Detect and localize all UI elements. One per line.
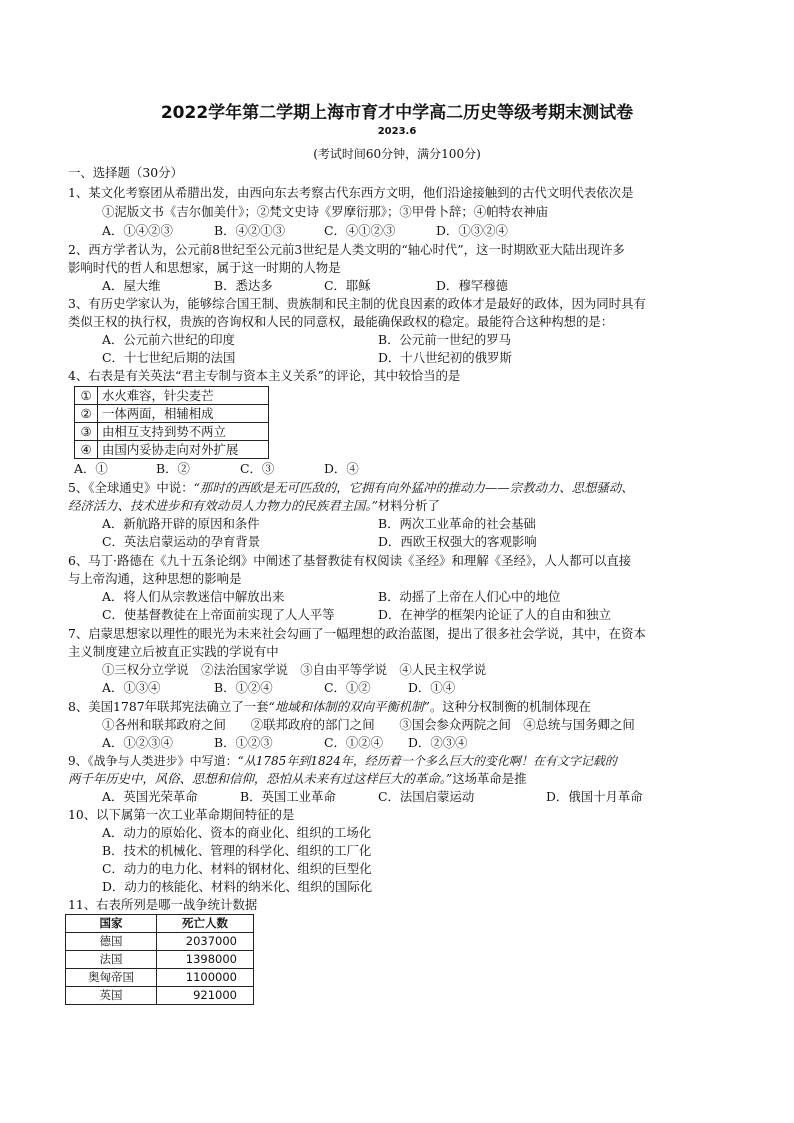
q7-items: ①三权分立学说 ②法治国家学说 ③自由平等学说 ④人民主权学说 [102,662,487,677]
q5-option-b: B．两次工业革命的社会基础 [378,516,536,531]
table-row [75,405,269,423]
q6-option-c: C．使基督教徒在上帝面前实现了人人平等 [102,607,335,622]
q2-option-d: D．穆罕穆德 [436,278,508,293]
q2-stem-line1: 2、西方学者认为，公元前8世纪至公元前3世纪是人类文明的“轴心时代”，这一时期欧亚大陆出现许多 [68,242,625,257]
row-text: 一体两面，相辅相成 [98,405,269,423]
q9-quote-part1: “从1785年到1824年，经历着一个多么巨大的变化啊！在有文字记载的 [237,754,617,768]
row-text: 由相互支持到势不两立 [98,423,269,441]
q7-option-d: D．①④ [408,680,456,695]
q4-option-b: B．② [156,461,190,476]
q10-option-b: B．技术的机械化、管理的科学化、组织的工厂化 [102,843,372,858]
q8-stem [68,698,591,716]
table-row [66,933,254,951]
q11-table [65,914,254,1005]
q8-option-d: D．②③④ [408,735,468,750]
q10-stem: 10、以下属第一次工业革命期间特征的是 [68,807,295,822]
country-cell: 法国 [66,951,157,969]
q1-option-b: B．④②①③ [214,223,286,238]
deaths-cell: 2037000 [157,933,254,951]
q8-option-b: B．①②③ [214,735,273,750]
table-row [66,987,254,1005]
q9-option-b: B．英国工业革命 [240,789,336,804]
page-title: 2022学年第二学期上海市育才中学高二历史等级考期末测试卷 [160,103,634,123]
q3-stem-line2: 类似王权的执行权，贵族的咨询权和人民的同意权，最能确保政权的稳定。最能符合这种构想的是： [68,314,614,329]
q6-stem-line1: 6、马丁·路德在《九十五条论纲》中阐述了基督教徒有权阅读《圣经》和理解《圣经》，人人都可以直接 [68,553,632,568]
exam-info: (考试时间60分钟，满分100分) [313,147,481,161]
row-number: ① [75,387,98,405]
country-cell: 奥匈帝国 [66,969,157,987]
q2-option-b: B．悉达多 [214,278,273,293]
q6-option-d: D．在神学的框架内论证了人的自由和独立 [378,607,611,622]
q3-option-a: A．公元前六世纪的印度 [102,332,235,347]
row-number: ④ [75,441,98,459]
table-header-row [66,915,254,933]
q4-stem: 4、右表是有关英法“君主专制与资本主义关系”的评论，其中较恰当的是 [68,368,461,383]
q6-option-a: A．将人们从宗教迷信中解放出来 [102,589,285,604]
table-row [66,969,254,987]
q2-option-c: C．耶稣 [324,278,371,293]
q5-option-d: D．西欧王权强大的客观影响 [378,534,537,549]
q5-option-c: C．英法启蒙运动的孕育背景 [102,534,261,549]
q10-option-a: A．动力的原始化、资本的商业化、组织的工场化 [102,825,372,840]
q9-stem-line1 [68,752,617,770]
q6-option-b: B．动摇了上帝在人们心中的地位 [378,589,561,604]
q4-option-a: A．① [74,461,108,476]
q8-tail: 。这种分权制衡的机制体现在 [429,699,591,714]
q7-stem-line2: 主义制度建立后被直正实践的学说有中 [68,644,279,659]
row-number: ② [75,405,98,423]
exam-date: 2023.6 [377,126,417,137]
q8-intro: 8、美国1787年联邦宪法确立了一套 [68,699,269,714]
deaths-cell: 1398000 [157,951,254,969]
q9-tail: 这场革命是推 [452,771,527,786]
q11-stem: 11、右表所列是哪一战争统计数据 [68,897,258,912]
q9-option-d: D．俄国十月革命 [546,789,643,804]
q3-option-b: B．公元前一世纪的罗马 [378,332,512,347]
q10-option-c: C．动力的电力化、材料的钢材化、组织的巨型化 [102,861,372,876]
q7-option-b: B．①②④ [214,680,273,695]
column-header-country: 国家 [66,915,157,933]
q1-items: ①泥版文书《吉尔伽美什》；②梵文史诗《罗摩衍那》；③甲骨卜辞；④帕特农神庙 [102,204,549,219]
row-text: 水火难容，针尖麦芒 [98,387,269,405]
q10-option-d: D．动力的核能化、材料的纳米化、组织的国际化 [102,879,373,894]
table-row [75,387,269,405]
q5-quote-part2: 经济活力、技术进步和有效动员人力物力的民族君主国。” [68,498,378,513]
q9-option-c: C．法国启蒙运动 [378,789,475,804]
table-row [75,441,269,459]
q6-stem-line2: 与上帝沟通，这种思想的影响是 [68,571,242,586]
q1-option-c: C．④①②③ [324,223,396,238]
table-row [66,951,254,969]
q3-stem-line1: 3、有历史学家认为，能够综合国王制、贵族制和民主制的优良因素的政体才是最好的政体，因为同时具有 [68,296,646,311]
q1-option-d: D．①③②④ [436,223,508,238]
q2-option-a: A．屋大维 [102,278,161,293]
table-row [75,423,269,441]
q3-option-c: C．十七世纪后期的法国 [102,350,236,365]
row-number: ③ [75,423,98,441]
q5-stem-line2 [68,497,440,515]
q7-option-a: A．①③④ [102,680,161,695]
country-cell: 英国 [66,987,157,1005]
q5-intro: 5、《全球通史》中说： [68,480,194,495]
q8-quote: “地域和体制的双向平衡机制” [268,699,430,714]
q4-option-d: D．④ [324,461,359,476]
q8-option-a: A．①②③④ [102,735,173,750]
q8-option-c: C．①②④ [324,735,384,750]
q2-stem-line2: 影响时代的哲人和思想家，属于这一时期的人物是 [68,260,341,275]
q8-items: ①各州和联邦政府之间 ②联邦政府的部门之间 ③国会参众两院之间 ④总统与国务卿之间 [102,717,635,732]
q4-option-c: C．③ [240,461,275,476]
q7-stem-line1: 7、启蒙思想家以理性的眼光为未来社会勾画了一幅理想的政治蓝图，提出了很多社会学说，其中，在资本 [68,626,646,641]
q9-intro: 9、《战争与人类进步》中写道： [68,754,238,768]
q3-option-d: D．十八世纪初的俄罗斯 [378,350,512,365]
row-text: 由国内妥协走向对外扩展 [98,441,269,459]
column-header-deaths: 死亡人数 [157,915,254,933]
deaths-cell: 1100000 [157,969,254,987]
section-heading: 一、选择题（30分） [68,165,183,180]
q1-stem: 1、某文化考察团从希腊出发，由西向东去考察古代东西方文明，他们沿途接触到的古代文明代表依次是 [68,185,634,200]
q9-quote-part2: 两千年历史中，风俗、思想和信仰，恐怕从未来有过这样巨大的革命。” [68,771,453,786]
deaths-cell: 921000 [157,987,254,1005]
q9-option-a: A．英国光荣革命 [102,789,198,804]
q7-option-c: C．①② [324,680,371,695]
q9-stem-line2 [68,770,527,788]
q5-tail: 材料分析了 [377,498,440,513]
q5-quote-part1: “那时的西欧是无可匹敌的，它拥有向外猛冲的推动力——宗教动力、思想骚动、 [193,480,634,495]
q5-stem-line1 [68,479,634,497]
q5-option-a: A．新航路开辟的原因和条件 [102,516,260,531]
country-cell: 德国 [66,933,157,951]
q4-table [74,386,269,459]
q1-option-a: A．①④②③ [102,223,173,238]
